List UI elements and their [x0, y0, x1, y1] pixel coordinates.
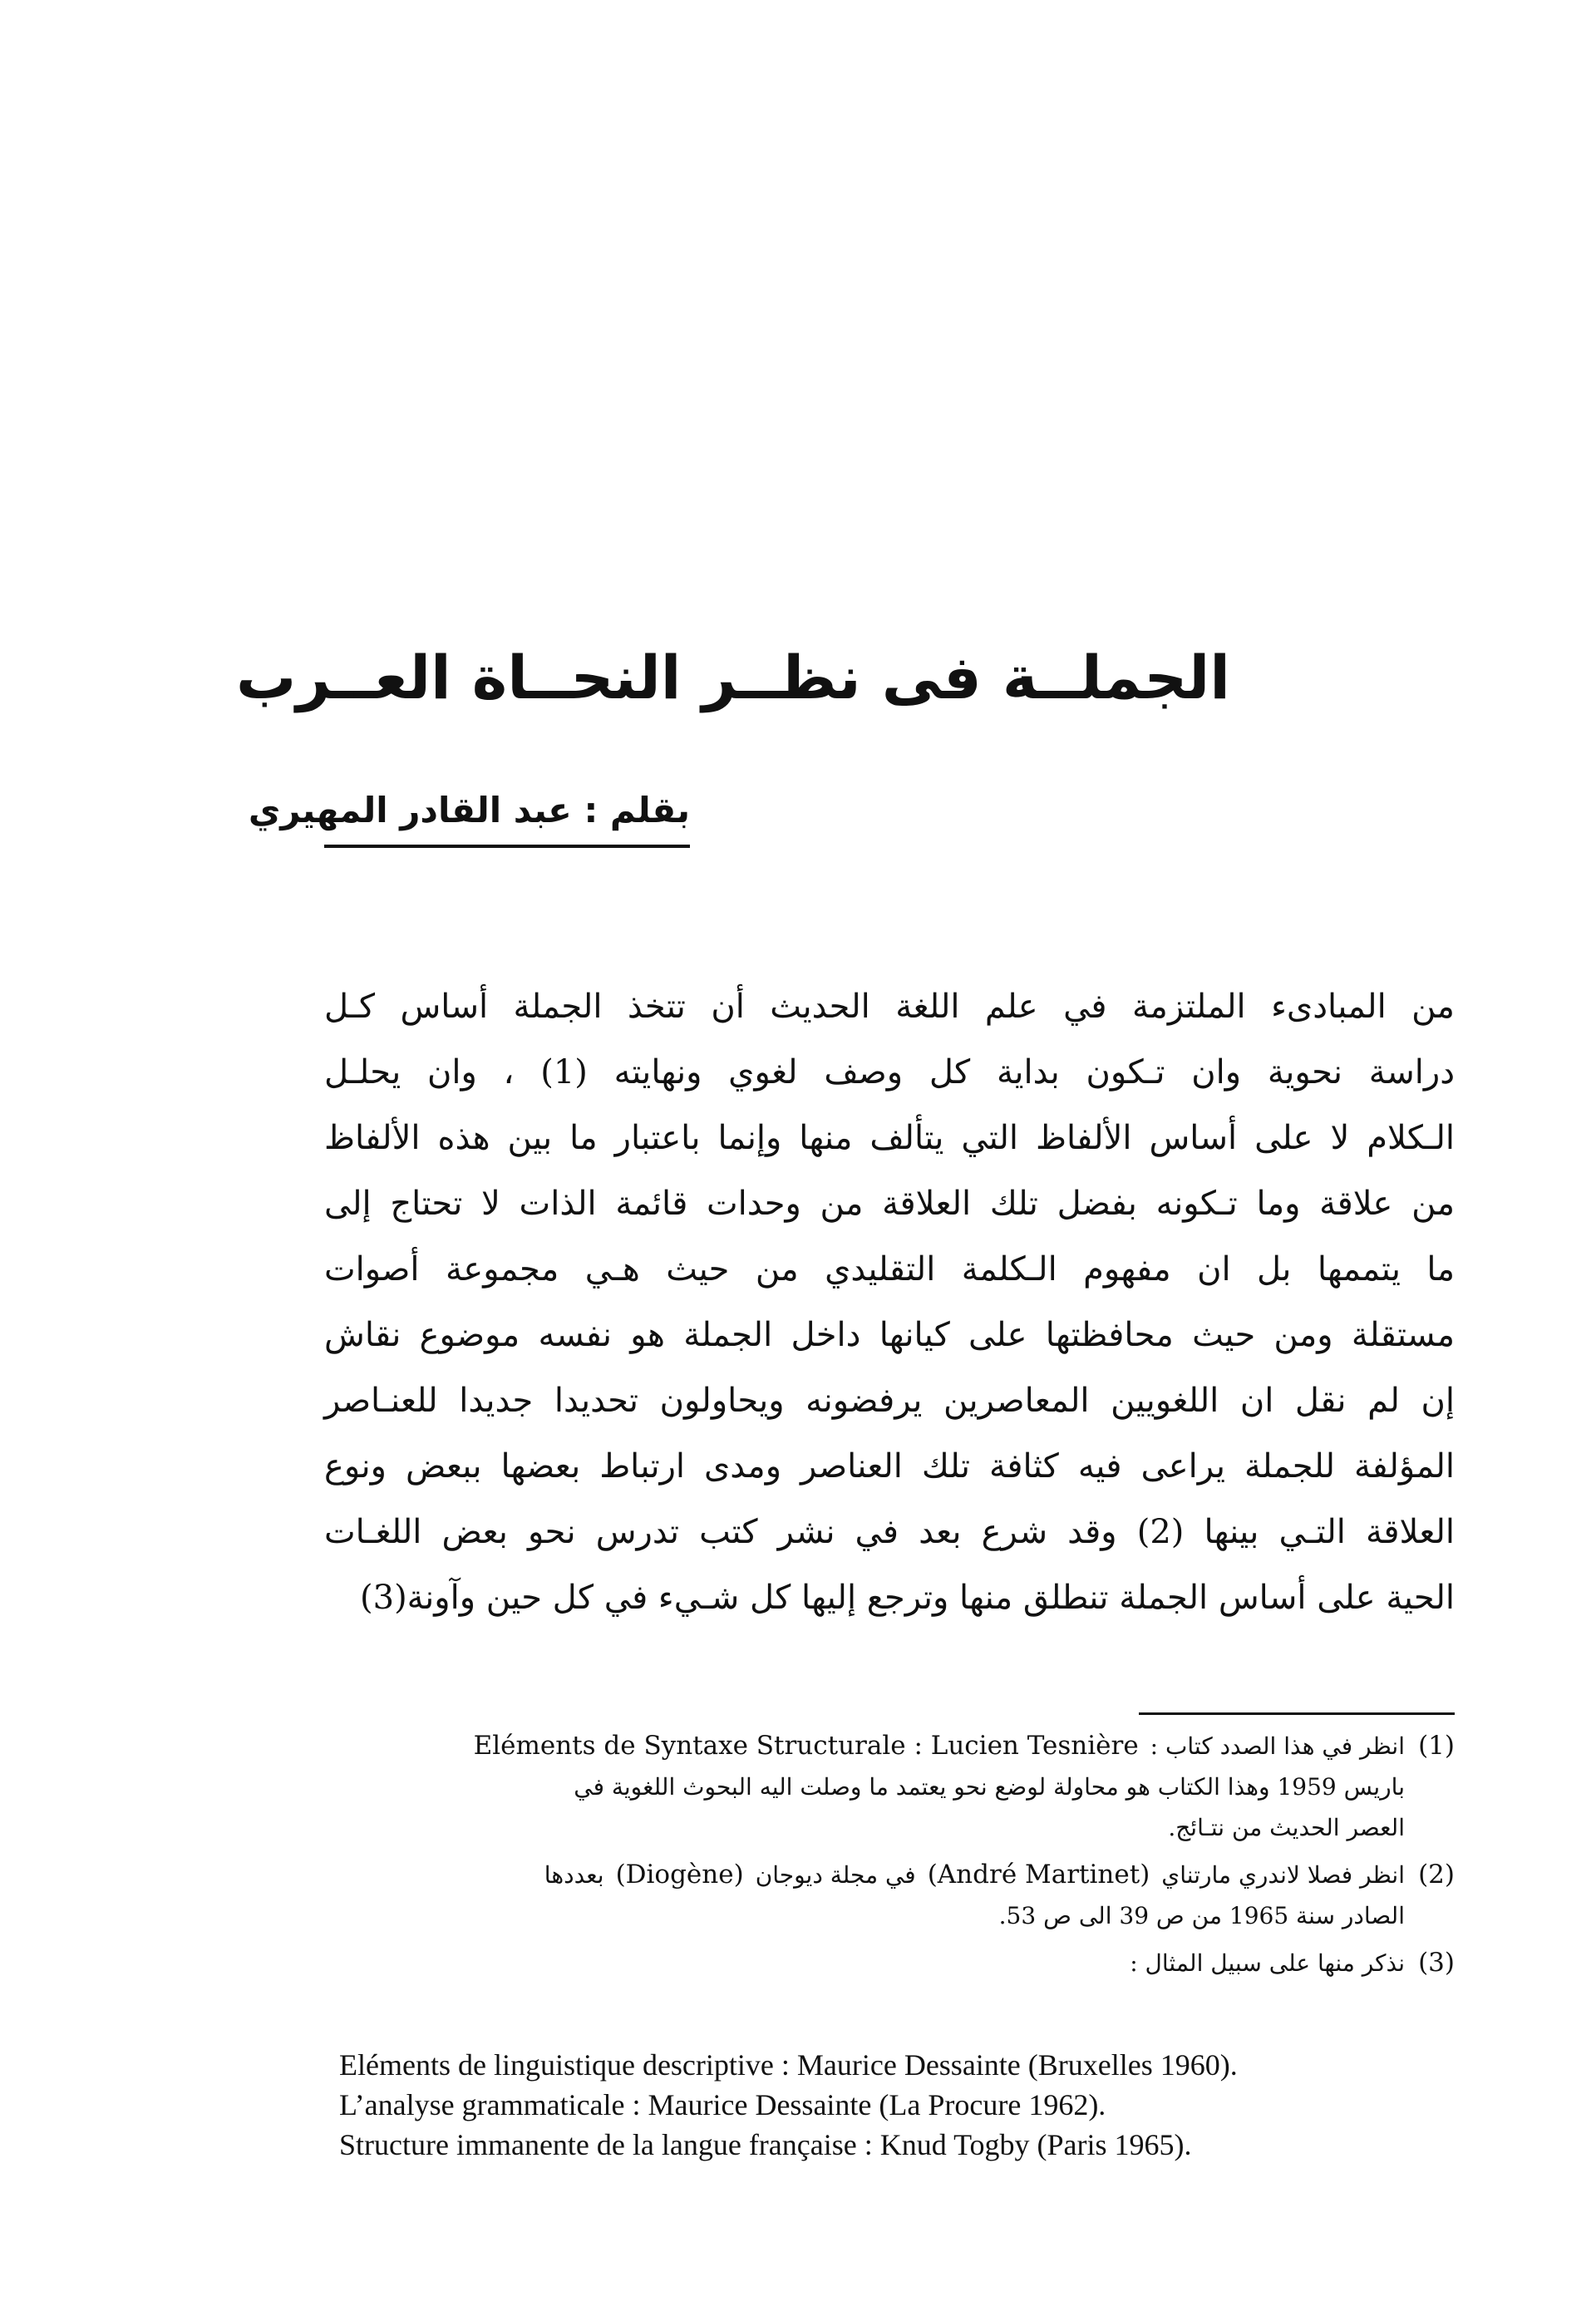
footnote-arabic: انظر فصلا لاندري مارتناي — [1161, 1861, 1405, 1889]
footnote-latin-name: (André Martinet) — [927, 1860, 1150, 1890]
article-body — [324, 974, 1455, 1631]
footnote-latin-journal: (Diogène) — [615, 1860, 744, 1890]
body-line: من المبادىء الملتزمة في علم اللغة الحديث أن تتخذ الجملة أساس كـل — [324, 988, 1455, 1026]
footnote-number: (1) — [1418, 1731, 1455, 1761]
footnote-arabic: انظر في هذا الصدد كتاب : — [1150, 1732, 1405, 1760]
body-line: العلاقة التـي بينها (2) وقد شرع بعد في نشر كتب تدرس نحو بعض اللغـات — [324, 1513, 1456, 1551]
footnote-arabic: نذكر منها على سبيل المثال : — [1130, 1949, 1405, 1977]
body-line: إن لم نقل ان اللغويين المعاصرين يرفضونه ويحاولون تحديدا جديدا للعنـاصر — [324, 1382, 1455, 1420]
body-line: دراسة نحوية وان تـكون بداية كل وصف لغوي ونهايته (1) ، وان يحلـل — [324, 1053, 1456, 1091]
footnote-3 — [324, 1943, 1455, 1983]
footnote-arabic: في مجلة ديوجان — [755, 1861, 916, 1889]
body-line: من علاقة وما تـكونه بفضل تلك العلاقة من وحدات قائمة الذات لا تحتاج إلى — [324, 1185, 1455, 1223]
reference-item: Eléments de linguistique descriptive : Maurice Dessainte (Bruxelles 1960). — [339, 2048, 1238, 2082]
footnote-2 — [324, 1855, 1455, 1895]
body-line: المؤلفة للجملة يراعى فيه كثافة تلك العناصر ومدى ارتباط بعضها ببعض ونوع — [324, 1447, 1455, 1486]
reference-item: Structure immanente de la langue française : Knud Togby (Paris 1965). — [339, 2128, 1192, 2161]
body-line: مستقلة ومن حيث محافظتها على كيانها داخل الجملة هو نفسه موضوع نقاش — [324, 1316, 1455, 1354]
footnote-number: (3) — [1418, 1948, 1455, 1978]
body-line: الحية على أساس الجملة تنطلق منها وترجع إليها كل شـيء في كل حين وآونة(3) — [360, 1579, 1455, 1617]
author-byline: بقلم : عبد القادر المهيري — [248, 790, 690, 830]
footnote-arabic: بعددها — [544, 1861, 604, 1889]
reference-list — [339, 2045, 1453, 2165]
footnote-1-cont — [324, 1766, 1455, 1807]
footnote-1-cont — [324, 1807, 1455, 1848]
article-title: الجملــة فى نظــر النحــاة العــرب — [235, 643, 1230, 712]
footnote-1 — [324, 1726, 1455, 1766]
reference-item: L’analyse grammaticale : Maurice Dessainte (La Procure 1962). — [339, 2088, 1106, 2121]
footnote-latin-title: Eléments de Syntaxe Structurale : Lucien Tesnière — [473, 1731, 1139, 1761]
footnote-number: (2) — [1418, 1860, 1455, 1890]
byline-block — [248, 781, 690, 848]
footnote-separator — [1139, 1712, 1455, 1715]
byline-underline — [324, 845, 690, 848]
body-line: الـكلام لا على أساس الألفاظ التي يتألف منها وإنما باعتبار ما بين هذه الألفاظ — [324, 1119, 1455, 1157]
footnote-2-cont — [324, 1895, 1455, 1936]
footnote-arabic: الصادر سنة 1965 من ص 39 الى ص 53. — [998, 1902, 1405, 1929]
footnotes — [324, 1726, 1455, 1983]
footnote-arabic: العصر الحديث من نتـائج. — [1168, 1814, 1405, 1841]
body-line: ما يتممها بل ان مفهوم الـكلمة التقليدي من حيث هـي مجموعة أصوات — [324, 1250, 1455, 1288]
footnote-arabic: باريس 1959 وهذا الكتاب هو محاولة لوضع نحو يعتمد ما وصلت اليه البحوث اللغوية في — [574, 1773, 1405, 1801]
